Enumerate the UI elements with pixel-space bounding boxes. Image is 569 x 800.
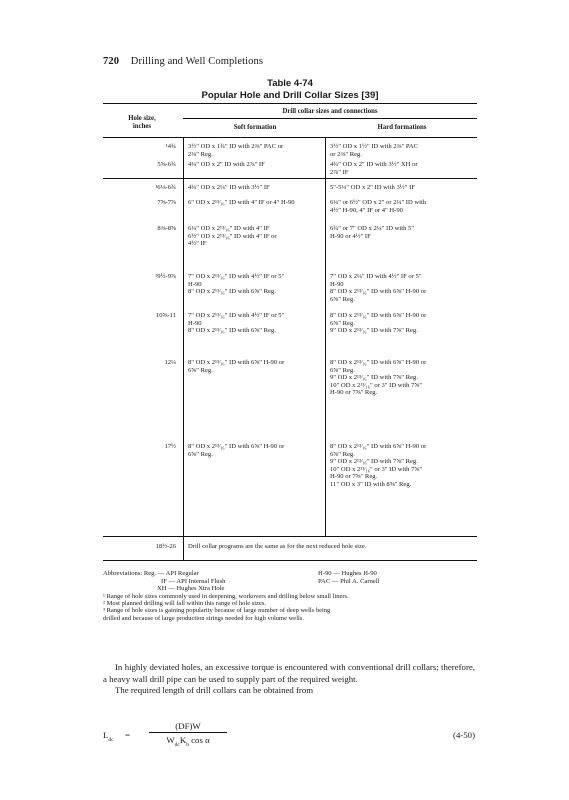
row-hole-size: 5⅝-6¾ [157,161,176,168]
header-hole-size: Hole size, inches [128,115,156,130]
fraction-bar [149,732,227,733]
row-hole-size: 17½ [164,443,176,450]
abbrev-label: Abbreviations: [103,570,143,577]
running-header [103,56,263,67]
equation-lhs-subscript: dc [108,736,114,743]
row-rule [103,536,477,537]
table-title: Popular Hole and Drill Collar Sizes [39] [201,90,379,101]
equation-lhs-symbol: L [103,730,109,740]
den-cos: cos α [191,735,210,745]
row-soft: 6¼" OD x 2¹³⁄₁₆" ID with 4" IF 6½" OD x 2¹³⁄₁₆" ID with 4" IF or 4½" IF [188,225,277,248]
row-hard: 6¼" or 6½" OD x 2" or 2¼" ID with 4½" H-90, 4" IF or 4" H-90 [330,199,427,214]
row-hole-size: ²9½-9⅞ [155,273,176,280]
row-hard: 8" OD x 2¹³⁄₁₆" ID with 6⅝" H-90 or 6⅝" Reg. 9" OD x 2¹³⁄₁₆" ID with 7⅝" Reg. 10" OD x 2¹³⁄₁₆" or 3" ID with 7⅝" H-90 or 7⅝" Reg. 11" OD x 3" ID with 8⅝" Reg. [330,443,427,488]
row-hole-size: 10⅝-11 [155,312,176,319]
header-group-rule [183,118,477,119]
table-number: Table 4-74 [267,78,313,89]
table-header [103,104,477,138]
header-soft-formation: Soft formation [233,124,277,131]
equation-lhs [103,730,114,743]
equation-number: (4-50) [453,730,475,740]
header-hard-formations: Hard formations [377,124,427,131]
column-rule [183,138,184,560]
row-hole-size: 18½-26 [155,543,176,550]
table-body [103,138,477,560]
equation-numerator: (DF)W [175,721,201,731]
header-group: Drill collar sizes and connections [282,108,378,115]
running-title: Drilling and Well Completions [130,56,264,67]
footnote-1: ¹ Range of hole sizes commonly used in deepening, workovers and drilling below small liners. [103,592,349,600]
den-w-subscript: dc [174,741,180,748]
abbrev-reg [103,570,199,578]
row-rule [103,178,477,179]
row-soft: 7" OD x 2¹³⁄₁₆" ID with 4½" IF or 5" H-90 8" OD x 2¹³⁄₁₆" ID with 6⅝" Reg. [188,312,285,335]
column-rule [325,138,326,536]
row-hole-size: ¹6⅛-6¾ [155,184,176,191]
footnote-3: ³ Range of hole sizes is gaining popularity because of large number of deep wells being drilled and because of large production strings needed for high volume wells. [103,607,331,622]
equation-equals: = [125,730,130,740]
row-soft: 8" OD x 2¹³⁄₁₆" ID with 6⅝" H-90 or 6⅝" Reg. [188,443,285,458]
abbrev-h90: H-90 — Hughes H-90 [318,570,377,577]
row-soft: 3½" OD x 1¾" ID with 2⅜" PAC or 2⅜" Reg. [188,143,284,158]
row-soft: 7" OD x 2¹³⁄₁₆" ID with 4½" IF or 5" H-90 8" OD x 2¹³⁄₁₆" ID with 6⅝" Reg. [188,273,285,296]
row-hard: 8" OD x 2¹³⁄₁₆" ID with 6⅝" H-90 or 6⅝" Reg. 9" OD x 2¹³⁄₁₆" ID with 7⅝" Reg. [330,312,427,335]
page-number: 720 [103,56,120,67]
row-hard: 6¾" or 7" OD x 2¼" ID with 5" H-90 or 4½" IF [330,225,415,240]
row-soft: 4¾" OD x 2¼" ID with 3½" IF [188,184,270,191]
row-hole-size: ¹4¾ [165,143,176,150]
row-hole-size: 8⅜-8⅝ [157,225,176,232]
paragraph: In highly deviated holes, an excessive torque is encountered with conventional drill collars; therefore, a heavy wall drill pipe can be used to supply part of the required weight. [103,662,475,684]
row-hard: 5"-5¼" OD x 2" ID with 3½" IF [330,184,415,191]
row-span-note: Drill collar programs are the same as for the next reduced hole size. [188,543,367,550]
equation-denominator [149,735,227,748]
drill-collar-table [103,103,477,561]
row-soft: 8" OD x 2¹³⁄₁₆" ID with 6⅝" H-90 or 6⅝" Reg. [188,359,285,374]
den-k: K [179,735,187,745]
row-hard: 7" OD x 2¼" ID with 4½" IF or 5" H-90 8" OD x 2¹³⁄₁₆" ID with 6⅝" H-90 or 6⅝" Reg. [330,273,427,303]
body-text [103,662,475,697]
row-soft: 6" OD x 2¹³⁄₁₆" ID with 4" IF or 4" H-90 [188,199,295,206]
abbreviations [103,570,477,622]
den-w: W [166,735,175,745]
abbrev-if: IF — API Internal Flush [161,577,226,585]
row-soft: 4¼" OD x 2" ID with 2⅞" IF [188,161,265,168]
row-hole-size: 7⅝-7⅞ [157,199,176,206]
paragraph: The required length of drill collars can be obtained from [115,685,314,695]
footnote-2: ² Most planned drilling will fall within this range of hole sizes. [103,599,266,607]
row-hard: 4¾" OD x 2" ID with 3½" XH or 2⅞" IF [330,161,418,176]
row-hard: 3½" OD x 1½" ID with 2⅜" PAC or 2⅜" Reg. [330,143,419,158]
row-hard: 8" OD x 2¹³⁄₁₆" ID with 6⅝" H-90 or 6⅝" Reg. 9" OD x 2¹³⁄₁₆" ID with 7⅝" Reg. 10" OD x 2¹³⁄₁₆" or 3" ID with 7⅝" H-90 or 7⅝" Reg. [330,359,427,397]
abbrev-pac: PAC — Phil A. Carnell [318,577,380,585]
den-k-subscript: b [186,741,189,748]
abbrev-reg-text: Reg. — API Regular [143,570,199,577]
row-hole-size: 12¼ [164,359,176,366]
equation-4-50 [103,720,475,750]
abbrev-xh: XH — Hughes Xtra Hole [157,585,225,592]
